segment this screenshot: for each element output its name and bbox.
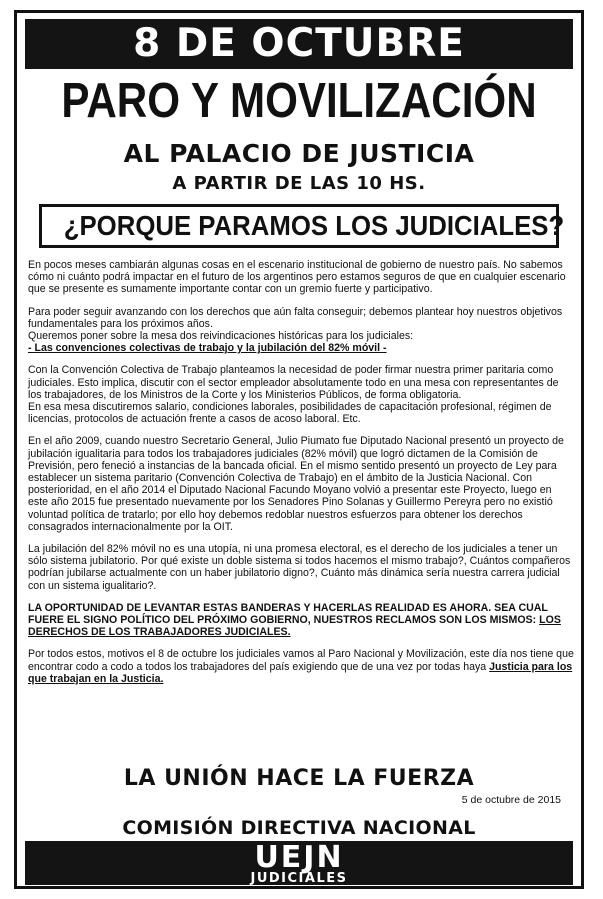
start-time: A PARTIR DE LAS 10 HS. — [172, 173, 426, 194]
body-text — [28, 259, 574, 695]
closing-justice: Justicia para los que trabajan en la Justicia. — [28, 660, 573, 685]
issue-date: 5 de octubre de 2015 — [461, 794, 561, 806]
demands-list: - Las convenciones colectivas de trabajo y la jubilación del 82% móvil - — [28, 342, 387, 355]
question-box — [39, 204, 565, 248]
closing-text: Por todos estos, motivos el 8 de octubre los judiciales vamos al Paro Nacional y Movilización, este día nos tiene que encontrar codo a codo a todos los trabajadores del país exigiendo que de una vez por todas haya — [28, 648, 574, 673]
call-text: LA OPORTUNIDAD DE LEVANTAR ESTAS BANDERAS Y HACERLAS REALIDAD ES AHORA. SEA CUAL FUERE EL SIGNO POLÍTICO DEL PRÓXIMO GOBIERNO, NUESTROS RECLAMOS SON LOS MISMOS: — [28, 601, 548, 627]
flyer — [14, 10, 584, 889]
slogan: LA UNIÓN HACE LA FUERZA — [123, 766, 475, 791]
org-subtitle: JUDICIALES — [250, 871, 348, 886]
headline: PARO Y MOVILIZACIÓN — [61, 74, 537, 128]
paragraph-negotiation: En esa mesa discutiremos salario, condiciones laborales, posibilidades de capacitación profesional, régimen de licencias, protocolos de actuación frente a casos de acoso laboral. Etc. — [28, 401, 552, 426]
org-banner — [25, 841, 573, 885]
paragraph-demands: Queremos poner sobre la mesa dos reivindicaciones históricas para los judiciales: — [28, 330, 414, 343]
paragraph-history: En el año 2009, cuando nuestro Secretario General, Julio Piumato fue Diputado Nacional presentó un proyecto de jubilación igualitaria para todos los trabajadores judiciales (82% móvil) que logró dictamen de la Comisión de Previsión, pero feneció a instancias de la bancada oficial. En el mismo sentido presentó un proyecto de Ley para establecer un sistema paritario (Convención Colectiva de Trabajo) en el ámbito de la Justicia Nacional. Con posterioridad, en el año 2014 el Diputado Nacional Facundo Moyano volvió a presentar este Proyecto, luego en este año 2015 fue presentado nuevamente por los Senadores Pino Solanas y Guillermo Pereyra pero no existió voluntad política de tratarlo; por ello hoy debemos redoblar nuestros esfuerzos para obtener los derechos consagrados internacionalmente por la OIT. — [28, 435, 564, 533]
paragraph-call — [28, 602, 574, 639]
commission-title: COMISIÓN DIRECTIVA NACIONAL — [122, 817, 476, 839]
paragraph-objectives: Para poder seguir avanzando con los derechos que aún falta conseguir; debemos plantear hoy nuestros objetivos fundamentales para los próximos años. — [28, 305, 563, 330]
paragraph-closing — [28, 648, 574, 685]
paragraph-pension: La jubilación del 82% móvil no es una utopía, ni una promesa electoral, es el derecho de los judiciales a tener un sólo sistema jubilatorio. Por qué existe un doble sistema si todos hacemos el mismo trabajo?, Cuántos compañeros podrían jubilarse actualmente con un haber jubilatorio digno?, Cuánto más dinámica sería nuestra carrera judicial con un sistema igualitario?. — [28, 543, 571, 592]
paragraph-intro: En pocos meses cambiarán algunas cosas en el escenario institucional de gobierno de nuestro país. No sabemos cómo ni cuánto podrá impactar en el futuro de los argentinos pero estamos seguros de que en cualquier escenario que se presente es sumamente importante contar con un gremio fuerte y participativo. — [28, 259, 566, 296]
paragraph-convention: Con la Convención Colectiva de Trabajo planteamos la necesidad de poder firmar nuestra primer paritaria como judiciales. Esto implica, discutir con el sector empleador absolutamente todo en una mesa con representantes de los trabajadores, de los Ministros de la Corte y los Ministerios Públicos, de forma obligatoria. — [28, 364, 559, 401]
date-banner: 8 DE OCTUBRE — [25, 19, 573, 69]
question-title: ¿PORQUE PARAMOS LOS JUDICIALES? — [63, 210, 565, 241]
call-rights: LOS DERECHOS DE LOS TRABAJADORES JUDICIALES. — [28, 614, 561, 639]
org-logo-text: UEJN — [254, 840, 344, 875]
subheadline: AL PALACIO DE JUSTICIA — [123, 139, 475, 168]
